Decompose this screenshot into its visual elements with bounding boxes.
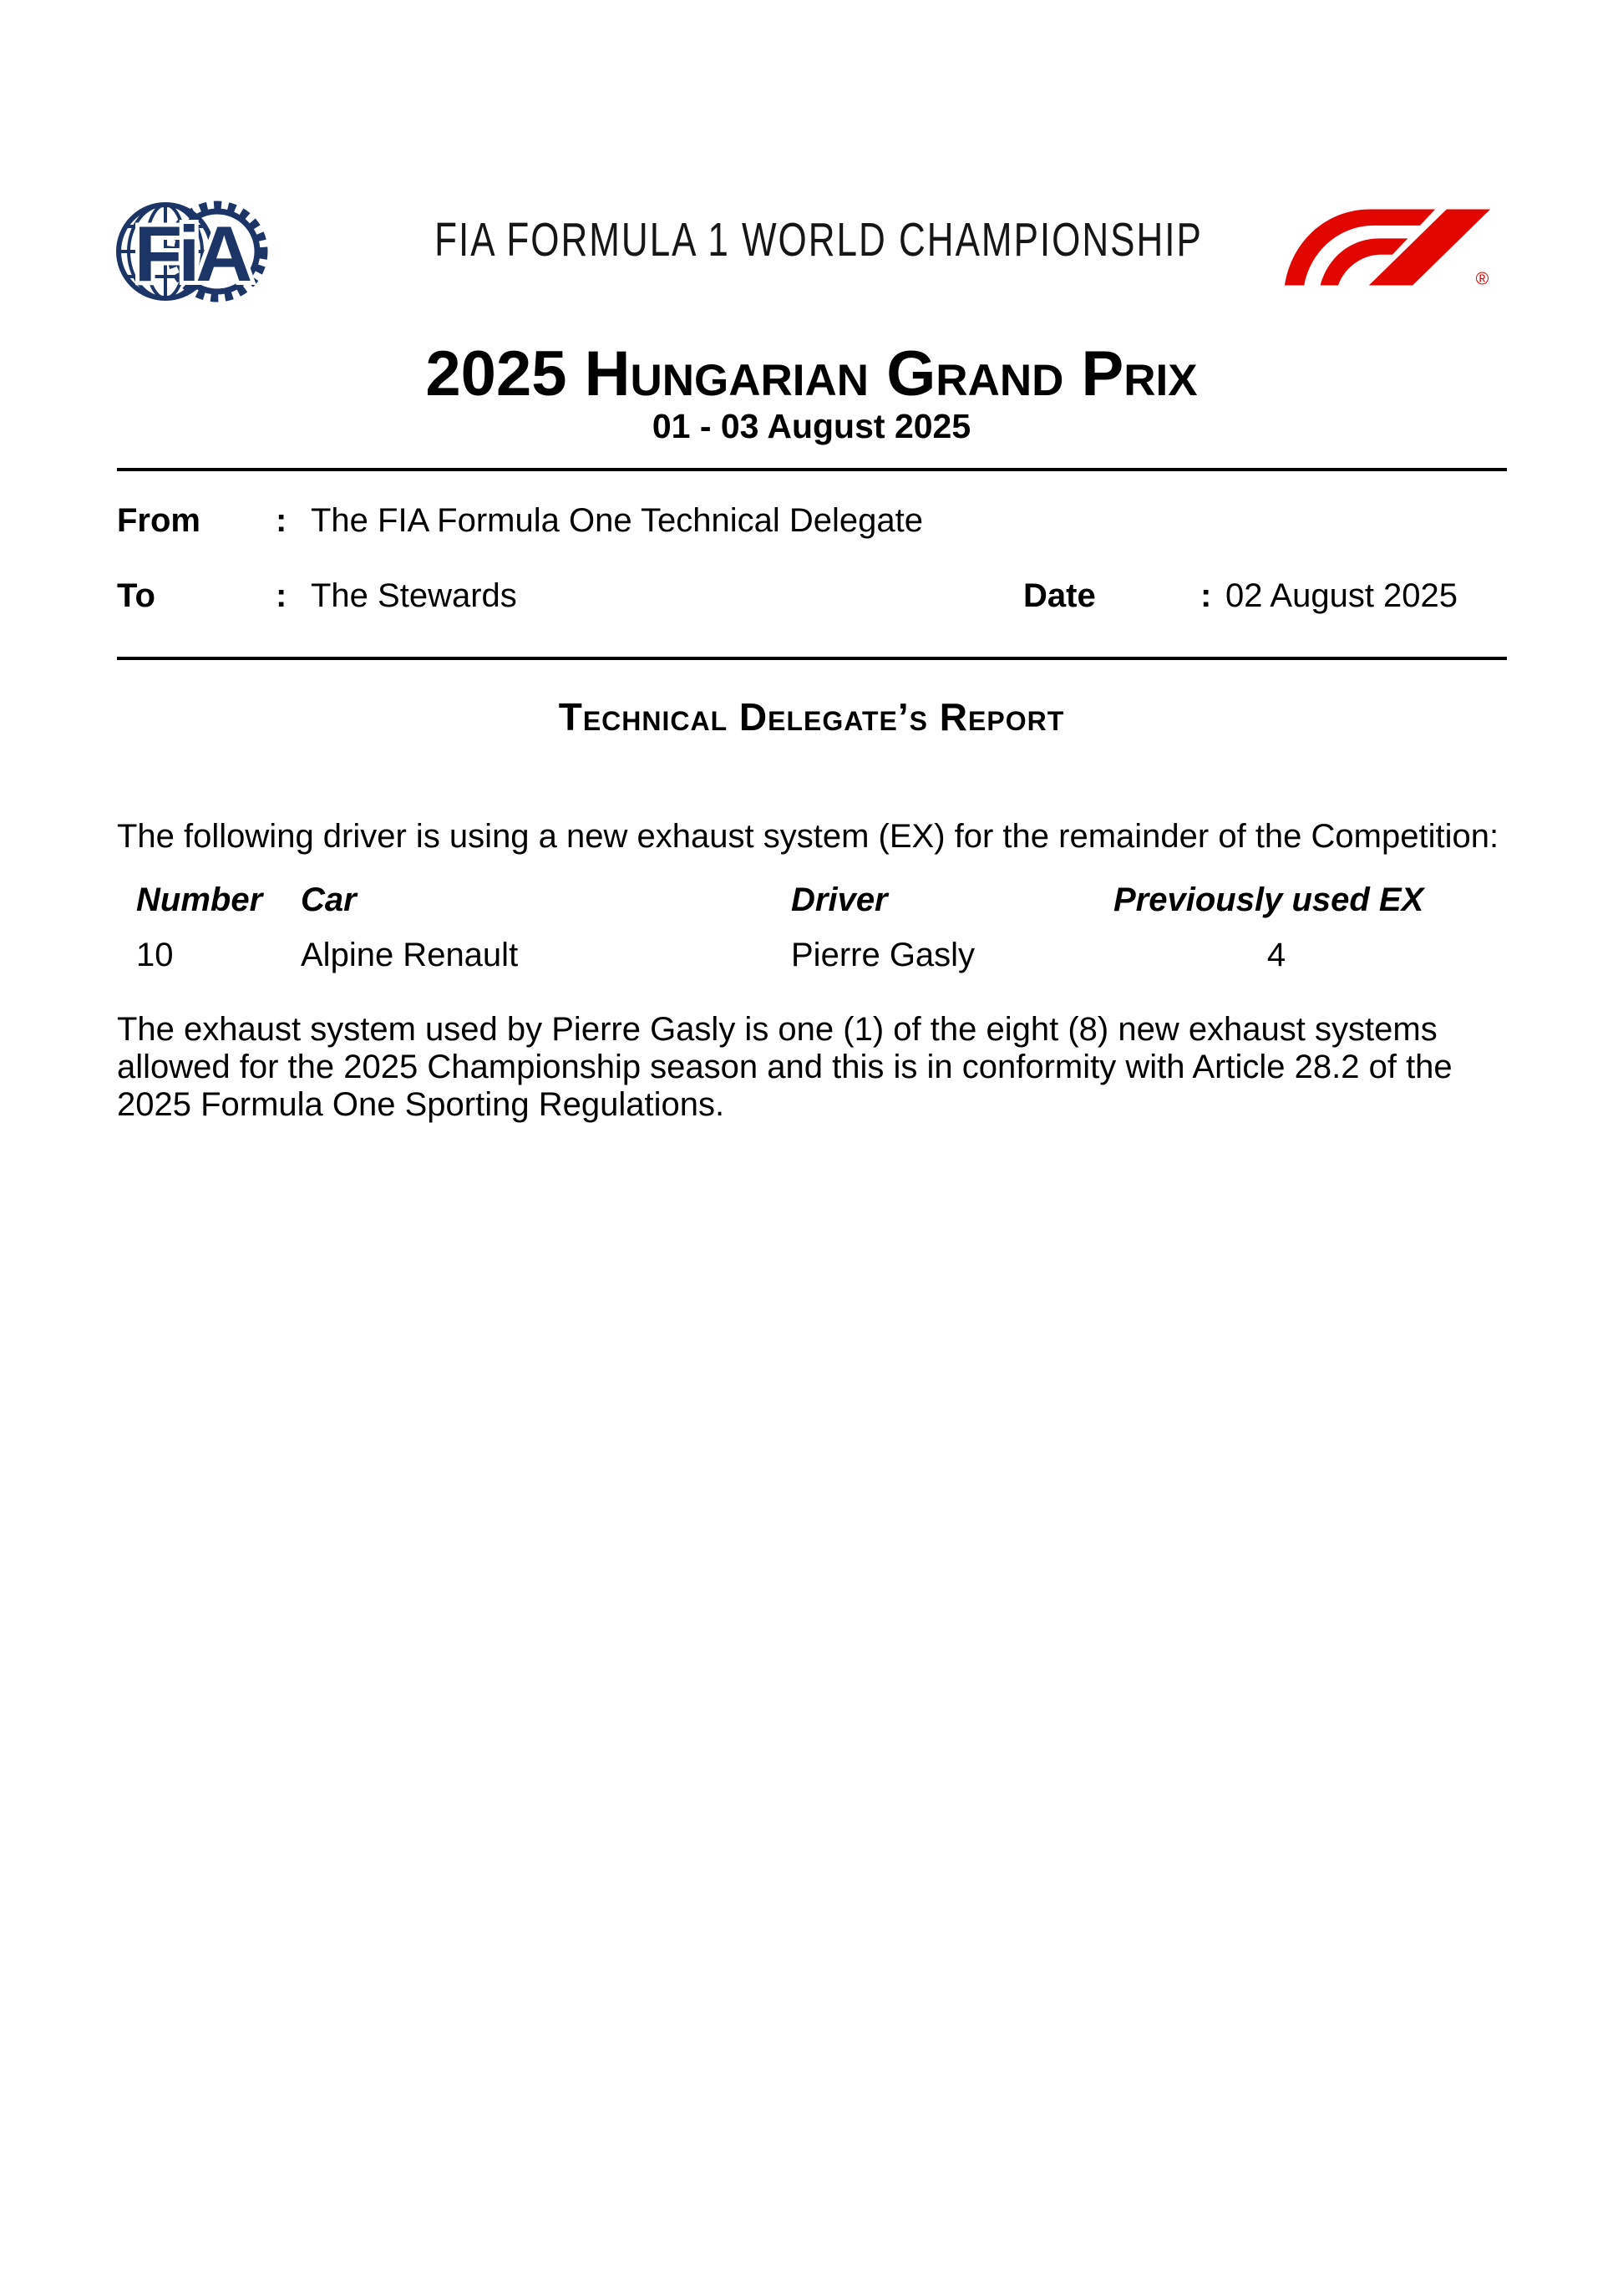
- col-prev-ex-header: Previously used EX: [1113, 881, 1424, 918]
- to-colon: :: [276, 577, 287, 614]
- date-group: [1023, 577, 1458, 615]
- table-row: [136, 936, 1507, 974]
- event-dates: 01 - 03 August 2025: [652, 407, 971, 445]
- divider-middle: [117, 657, 1507, 660]
- date-value: 02 August 2025: [1225, 577, 1458, 614]
- col-number-header: Number: [136, 881, 263, 918]
- f1-registered-mark: ®: [1475, 268, 1489, 289]
- event-title: 2025 Hungarian Grand Prix: [425, 338, 1198, 409]
- from-colon: :: [276, 502, 287, 539]
- cell-car: Alpine Renault: [301, 937, 519, 973]
- cell-number: 10: [136, 937, 174, 973]
- f1-logo-icon: [1285, 206, 1495, 289]
- body-paragraph: [117, 1011, 1529, 1124]
- fia-wordmark-text: FIA FORMULA 1 WORLD CHAMPIONSHIP: [434, 214, 1203, 267]
- col-car-header: Car: [301, 881, 357, 918]
- body-line: 2025 Formula One Sporting Regulations.: [117, 1086, 725, 1123]
- to-value: The Stewards: [311, 577, 517, 614]
- table-header-row: [136, 881, 1507, 919]
- fia-wordmark: [426, 214, 1211, 267]
- date-label: Date: [1023, 577, 1096, 614]
- col-driver-header: Driver: [791, 881, 888, 918]
- meta-to-row: [117, 577, 1507, 615]
- exhaust-table: [117, 881, 1507, 974]
- from-label: From: [117, 502, 200, 539]
- fia-logo-text: FiA: [134, 210, 249, 297]
- body-line: allowed for the 2025 Championship season and this is in conformity with Article 28.2 of the: [117, 1049, 1453, 1085]
- cell-prev-ex: 4: [1266, 937, 1286, 973]
- date-colon: :: [1200, 577, 1212, 614]
- to-label: To: [117, 577, 155, 614]
- meta-from-row: [117, 501, 1507, 540]
- body-line: The exhaust system used by Pierre Gasly is one (1) of the eight (8) new exhaust systems: [117, 1011, 1438, 1048]
- divider-top: [117, 468, 1507, 471]
- from-value: The FIA Formula One Technical Delegate: [311, 502, 923, 539]
- report-heading: Technical Delegate’s Report: [558, 695, 1065, 739]
- fia-logo-icon: [115, 184, 267, 319]
- intro-text: The following driver is using a new exhaust system (EX) for the remainder of the Competition:: [117, 818, 1499, 855]
- cell-driver: Pierre Gasly: [791, 937, 976, 973]
